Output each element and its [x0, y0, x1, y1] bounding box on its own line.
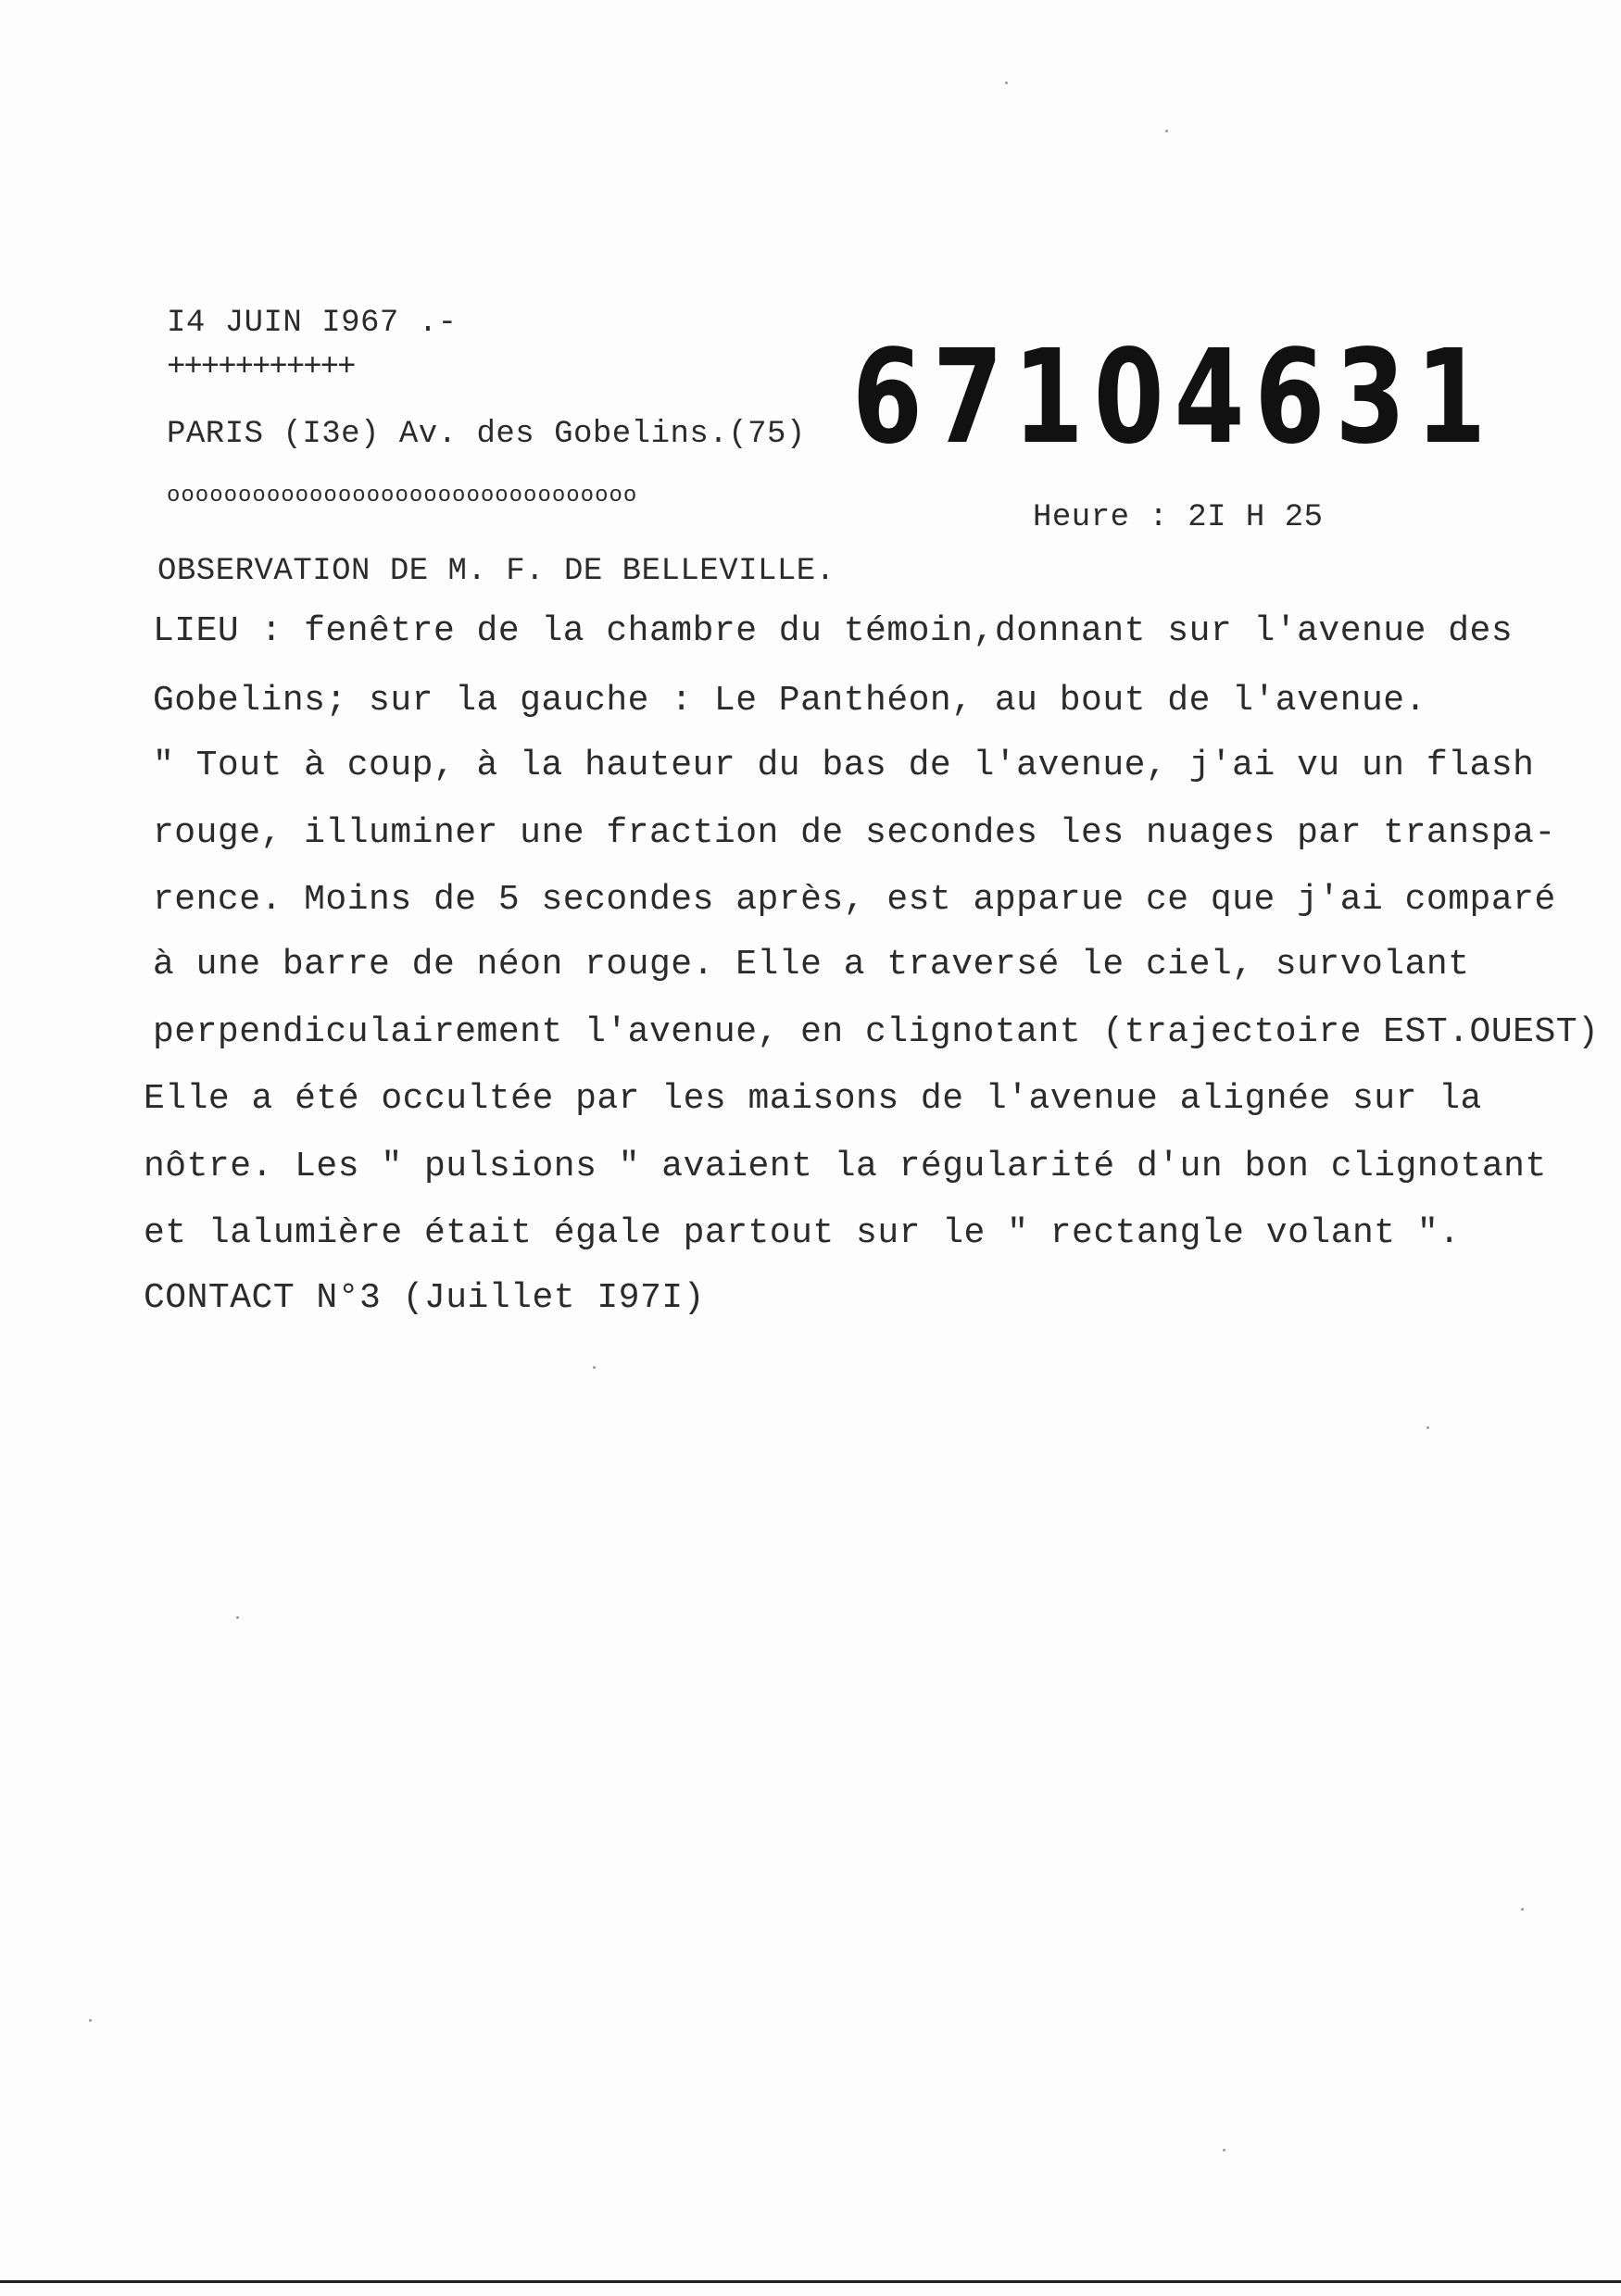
scan-speck: [89, 2019, 92, 2022]
plus-separator: +++++++++++: [167, 350, 355, 385]
body-line: Gobelins; sur la gauche : Le Panthéon, au bout de l'avenue.: [153, 681, 1426, 721]
scan-speck: [593, 1366, 596, 1369]
report-date: I4 JUIN I967 .-: [167, 306, 458, 341]
scan-speck: [236, 1616, 239, 1619]
body-line: nôtre. Les " pulsions " avaient la régularité d'un bon clignotant: [144, 1147, 1547, 1186]
circle-separator: ooooooooooooooooooooooooooooooooo: [167, 483, 638, 508]
page-bottom-edge: [0, 2280, 1621, 2283]
scan-speck: [1005, 82, 1008, 84]
contact-reference: CONTACT N°3 (Juillet I97I): [144, 1278, 705, 1318]
body-line: Elle a été occultée par les maisons de l'avenue alignée sur la: [144, 1079, 1482, 1119]
body-line: rouge, illuminer une fraction de secondes les nuages par transpa-: [153, 813, 1556, 853]
scan-speck: [1426, 1426, 1429, 1429]
scan-speck: [1521, 1908, 1524, 1911]
body-line: rence. Moins de 5 secondes après, est apparue ce que j'ai comparé: [153, 880, 1556, 920]
report-location: PARIS (I3e) Av. des Gobelins.(75): [167, 417, 806, 452]
body-line: LIEU : fenêtre de la chambre du témoin,donnant sur l'avenue des: [153, 611, 1514, 651]
scan-speck: [1165, 130, 1168, 132]
case-number: 67104631: [852, 322, 1497, 473]
body-line: perpendiculairement l'avenue, en clignotant (trajectoire EST.OUEST): [153, 1012, 1600, 1052]
observation-title: OBSERVATION DE M. F. DE BELLEVILLE.: [157, 554, 836, 589]
body-line: à une barre de néon rouge. Elle a traversé le ciel, survolant: [153, 945, 1470, 985]
body-line: " Tout à coup, à la hauteur du bas de l'avenue, j'ai vu un flash: [153, 746, 1535, 785]
body-line: et lalumière était égale partout sur le " rectangle volant ".: [144, 1213, 1461, 1253]
report-time: Heure : 2I H 25: [1033, 500, 1324, 535]
scan-speck: [1223, 2149, 1225, 2152]
